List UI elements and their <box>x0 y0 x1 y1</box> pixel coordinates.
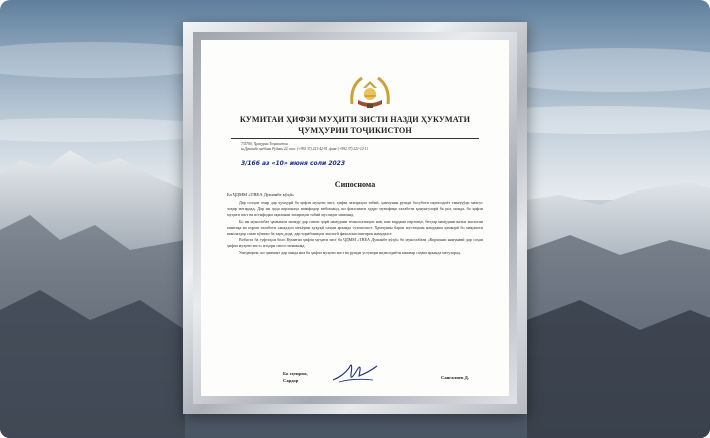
state-emblem-icon <box>346 70 394 110</box>
sign-off <box>283 370 308 384</box>
body-paragraph-4: Умедворем, ки ҷамъият дар оянда низ ба ҳифзи муҳити зист ва рушди устувори иқтисодиёти кишвар саҳми арзанда мегузорад. <box>239 249 461 255</box>
reference-number <box>241 160 345 167</box>
organization-title <box>201 114 509 136</box>
address-line2: ш.Душанбе хиёбони Рудаки 22, тел: (+992 37) 221-42-91, факс (+992 37) 221-12-11 <box>241 146 369 151</box>
org-title-line1: КУМИТАИ ҲИФЗИ МУҲИТИ ЗИСТИ НАЗДИ ҲУКУМАТИ <box>239 115 471 124</box>
certificate-frame <box>183 22 527 414</box>
body-paragraph-2: Бо ин муносибат ҷамъияти мазкур дар самти ҷорӣ намудани технологияҳои нав, кам кардани партовҳо, беҳтар намудани вазъи экологии минтақа ва иҷрои талаботи санадҳои меъёрии ҳуқуқӣ саҳми арзанда гузоштааст. Ҳамчунин барои мустаҳкам намудани ҳамкорӣ бо мақомоти ваколатдор саъю кӯшиш ба харҷ дода, дар чорабиниҳои экологӣ фаъолона иштирок намудааст. <box>227 218 483 237</box>
org-title-line2: ҶУМҲУРИИ ТОҶИКИСТОН <box>298 126 412 135</box>
address-line1: 735700, Ҷумҳурии Тоҷикистон <box>241 142 288 146</box>
frame-mat <box>193 32 517 404</box>
certificate-paper <box>201 40 509 396</box>
handwritten-signature <box>329 356 379 386</box>
reference-text: 3/166 аз «10» июня соли 2023 <box>241 160 346 167</box>
letter-body <box>227 200 483 256</box>
header-divider <box>231 138 479 139</box>
sign-off-line1: Бо эҳтиром, <box>283 371 308 376</box>
sign-off-line2: Сардор <box>283 378 299 383</box>
signatory-name: Сангалиев Д. <box>441 375 469 380</box>
body-paragraph-3: Вобаста ба гуфтаҳои боло Кумитаи ҳифзи муҳити зист ба ҶДММ «ТВЕА Душанбе кӯҳӣ» бо муносибати «Корхонаи намунавӣ дар соҳаи ҳифзи муҳити зист» изҳори сипос менамояд. <box>227 237 483 249</box>
document-title: Сипоснома <box>334 180 376 189</box>
body-paragraph-1: Дар солҳои охир дар ҷумҳурӣ ба ҳифзи муҳити зист, ҳифзи захираҳои табиӣ, ҳамчунин рушди босуботи иқтисодиёт таваҷҷӯҳи махсус зоҳир мегардад. Дар ин ҷода корхонаҳо вазифадор мебошанд, ки фаъолияти худро мувофиқи талаботи қонунгузорӣ ба роҳ монда, ба ҳифзи муҳити зист ва истифодаи оқилонаи захираҳои табиӣ мусоидат намоянд. <box>227 200 483 218</box>
address-block <box>241 142 368 151</box>
addressee: Ба ҶДММ «ТВЕА Душанбе кӯҳӣ» <box>227 192 295 197</box>
